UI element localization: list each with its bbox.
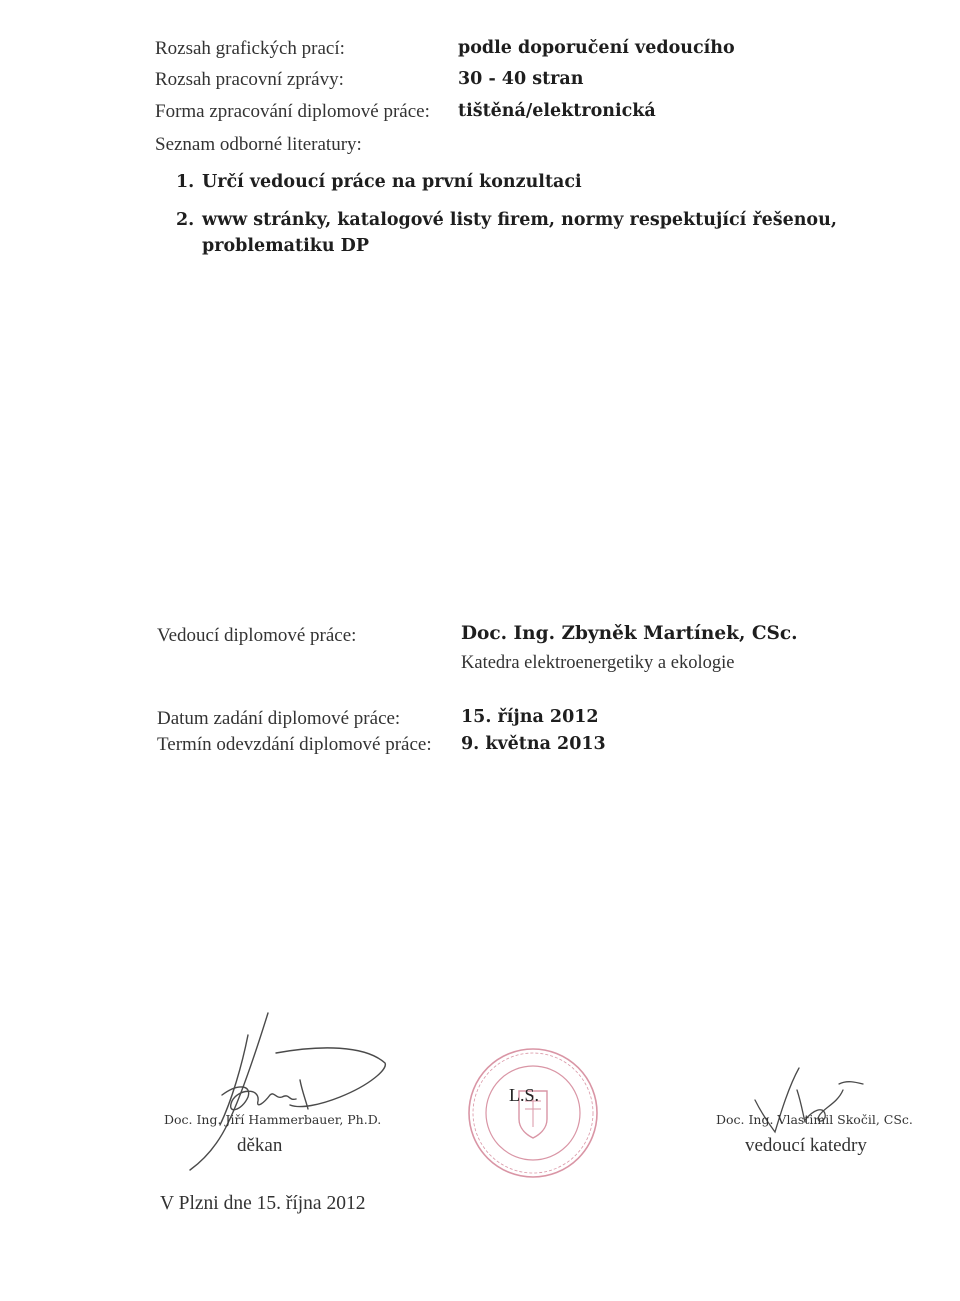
head-signature-handwriting — [735, 1060, 885, 1140]
literature-number-1: 1. — [176, 172, 195, 192]
literature-number-2: 2. — [176, 210, 195, 230]
row-label-literature: Seznam odborné literatury: — [155, 134, 362, 155]
date-due-value: 9. května 2013 — [461, 734, 606, 754]
supervisor-department: Katedra elektroenergetiky a ekologie — [461, 653, 735, 673]
dean-name: Doc. Ing. Jiří Hammerbauer, Ph.D. — [164, 1112, 382, 1127]
head-name: Doc. Ing. Vlastimil Skočil, CSc. — [716, 1112, 913, 1127]
supervisor-name: Doc. Ing. Zbyněk Martínek, CSc. — [461, 623, 798, 644]
row-label-graphics-scope: Rozsah grafických prací: — [155, 38, 345, 59]
date-assigned-value: 15. října 2012 — [461, 707, 599, 727]
dean-role: děkan — [237, 1135, 283, 1156]
literature-item-2-line2: problematiku DP — [202, 236, 370, 256]
official-stamp — [463, 1043, 603, 1183]
head-role: vedoucí katedry — [745, 1135, 867, 1156]
stamp-label: L.S. — [509, 1085, 540, 1105]
place-date: V Plzni dne 15. října 2012 — [160, 1193, 366, 1214]
row-value-report-scope: 30 - 40 stran — [458, 69, 584, 89]
supervisor-label: Vedoucí diplomové práce: — [157, 625, 357, 646]
date-assigned-label: Datum zadání diplomové práce: — [157, 708, 401, 729]
literature-item-2-line1: www stránky, katalogové listy firem, normy respektující řešenou, — [202, 210, 837, 230]
date-due-label: Termín odevzdání diplomové práce: — [157, 734, 432, 755]
row-label-form: Forma zpracování diplomové práce: — [155, 101, 430, 122]
row-label-report-scope: Rozsah pracovní zprávy: — [155, 69, 344, 90]
literature-item-1: Určí vedoucí práce na první konzultaci — [202, 172, 582, 192]
row-value-form: tištěná/elektronická — [458, 101, 656, 121]
row-value-graphics-scope: podle doporučení vedoucího — [458, 38, 735, 58]
